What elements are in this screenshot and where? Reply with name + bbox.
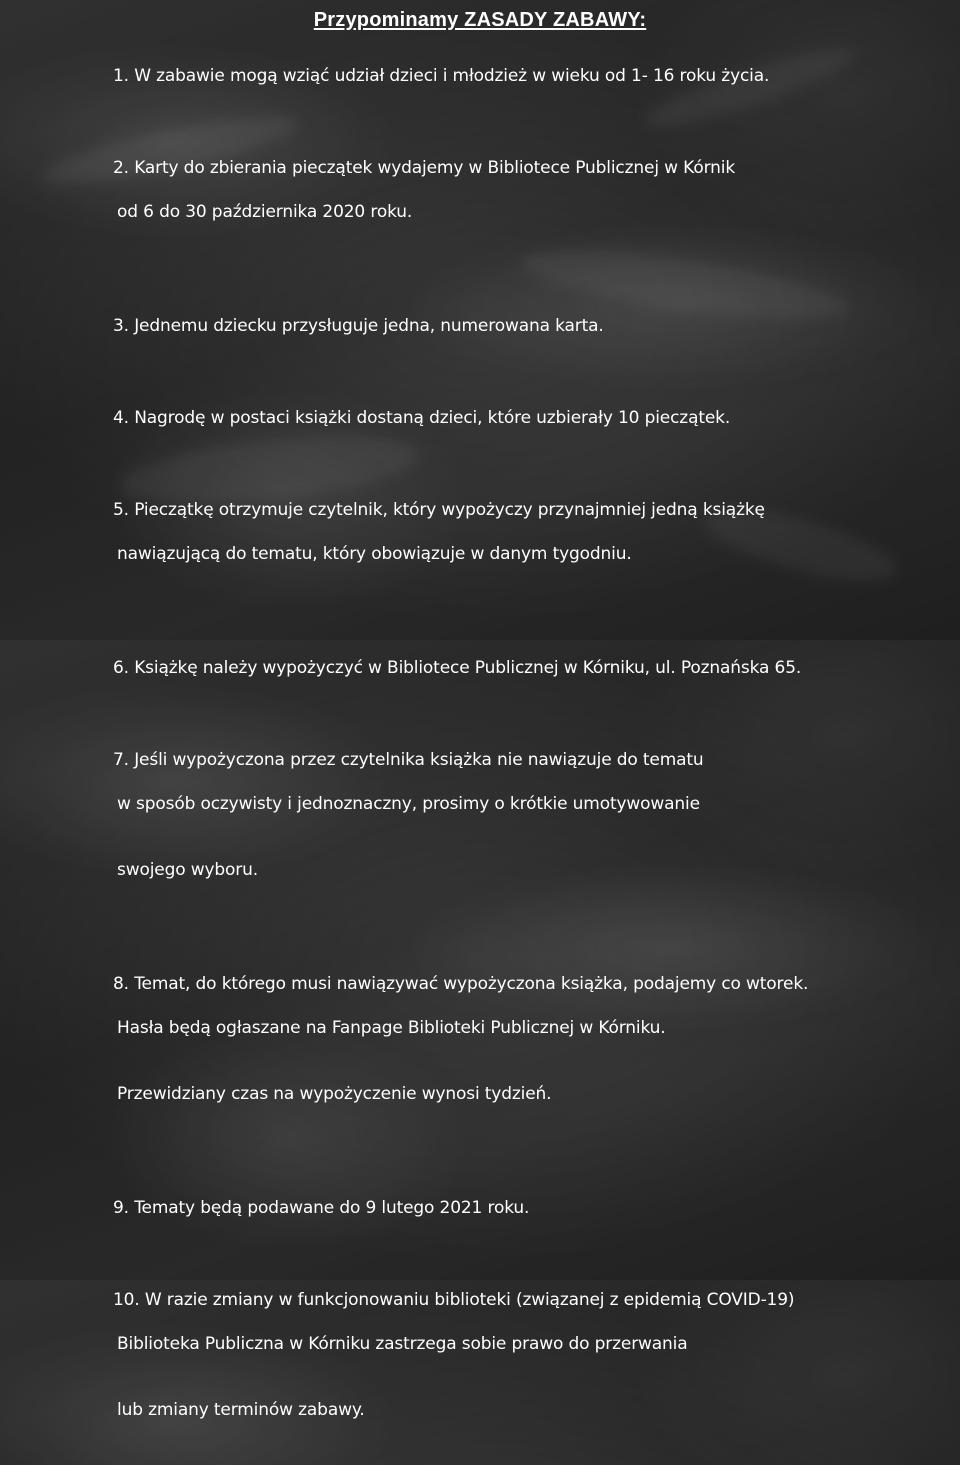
rule-8-continuation: Przewidziany czas na wypożyczenie wynosi tydzień. xyxy=(117,1084,552,1104)
rule-1 xyxy=(92,43,940,109)
rule-7-continuation: w sposób oczywisty i jednoznaczny, prosimy o krótkie umotywowanie xyxy=(117,794,700,814)
rule-9 xyxy=(92,1175,940,1241)
rule-2-text: 2. Karty do zbierania pieczątek wydajemy w Bibliotece Publicznej w Kórnik xyxy=(113,158,736,178)
page-title: Przypominamy ZASADY ZABAWY: xyxy=(313,9,647,31)
rule-1-text: 1. W zabawie mogą wziąć udział dzieci i młodzież w wieku od 1- 16 roku życia. xyxy=(113,66,770,86)
rule-8-text: 8. Temat, do którego musi nawiązywać wypożyczona książka, podajemy co wtorek. xyxy=(113,974,809,994)
rule-3 xyxy=(92,293,940,359)
rule-2 xyxy=(92,135,940,267)
rule-6 xyxy=(92,635,940,701)
rule-7 xyxy=(92,727,940,925)
rule-3-text: 3. Jednemu dziecku przysługuje jedna, numerowana karta. xyxy=(113,316,604,336)
rule-2-continuation: od 6 do 30 października 2020 roku. xyxy=(117,202,413,222)
rule-5-continuation: nawiązującą do tematu, który obowiązuje w danym tygodniu. xyxy=(117,544,632,564)
rule-5 xyxy=(92,477,940,609)
rule-5-text: 5. Pieczątkę otrzymuje czytelnik, który wypożyczy przynajmniej jedną książkę xyxy=(113,500,765,520)
rule-10-continuation: lub zmiany terminów zabawy. xyxy=(117,1400,365,1420)
rules-list xyxy=(92,43,940,1465)
rule-10-text: 10. W razie zmiany w funkcjonowaniu biblioteki (związanej z epidemią COVID-19) xyxy=(113,1290,795,1310)
rule-7-continuation: swojego wyboru. xyxy=(117,860,259,880)
rule-8-continuation: Hasła będą ogłaszane na Fanpage Biblioteki Publicznej w Kórniku. xyxy=(117,1018,666,1038)
rule-4 xyxy=(92,385,940,451)
rule-10 xyxy=(92,1267,940,1465)
rule-10-continuation: Biblioteka Publiczna w Kórniku zastrzega sobie prawo do przerwania xyxy=(117,1334,688,1354)
rule-6-text: 6. Książkę należy wypożyczyć w Bibliotece Publicznej w Kórniku, ul. Poznańska 65. xyxy=(113,658,802,678)
rule-8 xyxy=(92,951,940,1149)
rule-4-text: 4. Nagrodę w postaci książki dostaną dzieci, które uzbierały 10 pieczątek. xyxy=(113,408,731,428)
rule-7-text: 7. Jeśli wypożyczona przez czytelnika książka nie nawiązuje do tematu xyxy=(113,750,704,770)
rule-9-text: 9. Tematy będą podawane do 9 lutego 2021 roku. xyxy=(113,1198,530,1218)
